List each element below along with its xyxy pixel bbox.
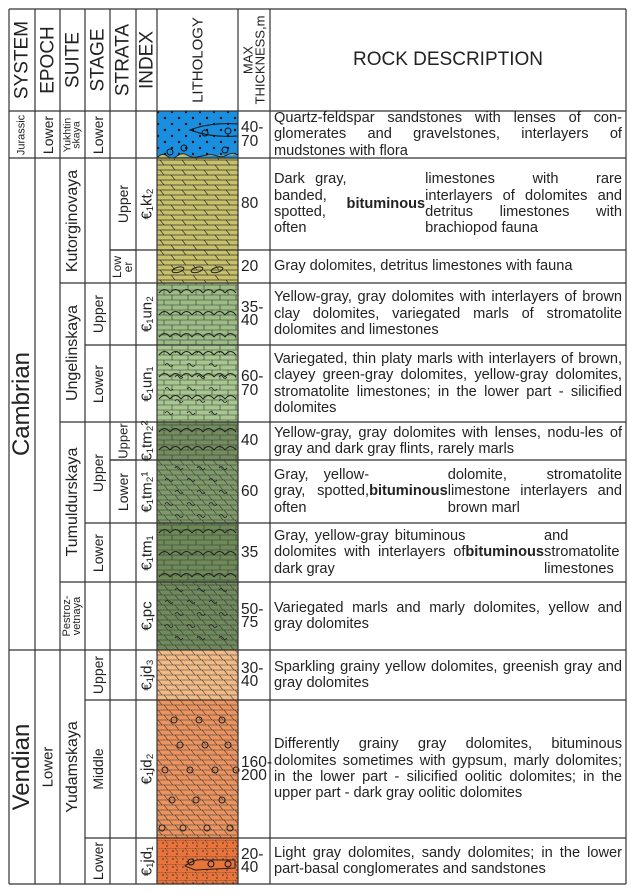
layer-description-9: Sparkling grainy yellow dolomites, greenish gray and gray dolomites [274,658,622,691]
layer-index-10: €₁jd₂ [138,753,155,785]
lithology-pattern-0 [157,111,238,158]
layer-description-6: Gray, yellow-gray, spotted, often bituminous dolomite, stromatolite limestone interlayers and brown marl [274,466,622,516]
layer-thickness-7: 35 [241,543,259,561]
layer-index-8: €₁pc [138,601,155,631]
layer-thickness-3: 35- 40 [241,298,264,329]
layer-description-1: Dark gray, banded, spotted, often bituminous limestones with rare interlayers of dolomites and detritus limestones with brachiopod fauna [274,171,622,237]
layer-description-7: Gray, yellow-gray bituminous dolomites with interlayers of dark gray bituminous and stromatolite limestones [274,527,620,577]
layer-index-4: €₁un₁ [138,365,155,402]
stage-jd-upper: Upper [89,655,106,695]
suite-yudamskaya: Yudamskaya [63,721,81,813]
layer-thickness-10: 160- 200 [241,753,273,784]
stage-un-upper: Upper [89,294,106,334]
suite-kutorginovaya: Kutorginovaya [63,169,81,272]
layer-description-10: Differently grainy gray dolomites, bituminous dolomites sometimes with gypsum, marly dolomites; in the lower part - silicified oolitic dolomites; in the upper part - dark gray oolitic dolomites [274,736,622,802]
stage-jd-middle: Middle [89,748,106,790]
header-stage: STAGE [87,28,108,92]
layer-thickness-8: 50- 75 [241,600,264,631]
layer-index-9: €₁jd₃ [138,659,155,691]
lithology-pattern-9 [157,650,238,700]
lithology-pattern-4 [157,345,238,422]
layer-thickness-0: 40- 70 [241,119,264,150]
suite-tumuldurskaya: Tumuldurskaya [63,447,81,557]
lithology-pattern-10 [157,700,238,838]
lithology-pattern-5 [157,422,238,460]
layer-thickness-5: 40 [241,432,259,450]
layer-index-5: €₁tm₂² [138,420,155,462]
lithology-pattern-2 [157,250,238,283]
layer-thickness-1: 80 [241,195,259,213]
epoch-vendian-lower: Lower [39,746,56,788]
layer-thickness-6: 60 [241,482,259,500]
header-epoch: EPOCH [37,26,58,94]
system-vendian: Vendian [8,723,35,811]
layer-description-4: Variegated, thin platy marls with interlayers of brown, clayey green-gray dolomites, yellow-gray dolomites, stromatolite limestones; in the lower part - silicified dolomites [274,350,622,416]
suite-pestrozvetnaya: Pestroz- vetnaya [60,595,83,637]
strata-kt-lower: Low er [110,255,135,278]
lithology-pattern-8 [157,582,238,650]
header-rock-description: ROCK DESCRIPTION [352,49,544,71]
layer-index-6: €₁tm₂¹ [138,471,155,512]
system-cambrian: Cambrian [8,351,35,457]
header-max-thickness: MAX THICKNESS,m [240,15,267,105]
header-suite: SUITE [62,32,83,88]
header-lithology: LITHOLOGY [189,17,206,103]
layer-thickness-2: 20 [241,257,259,275]
layer-index-1: €₁kt₂ [138,188,155,220]
strata-tm-lower: Lower [115,472,131,511]
strata-tm-upper: Upper [115,423,131,459]
layer-index-7: €₁tm₁ [138,534,155,571]
stage-yukhtin-lower: Lower [89,115,106,154]
layer-description-2: Gray dolomites, detritus limestones with fauna [274,258,573,275]
layer-index-11: €₁jd₁ [138,845,155,877]
layer-thickness-4: 60- 70 [241,368,264,399]
stage-tm-upper: Upper [89,453,106,492]
system-jurassic: Jurassic [15,114,28,155]
stage-tm-lower: Lower [89,533,106,572]
layer-description-8: Variegated marls and marly dolomites, yellow and gray dolomites [274,599,622,632]
layer-description-0: Quartz-feldspar sandstones with lenses of con-glomerates and gravelstones, interlayers of mudstones with flora [274,109,622,159]
header-strata: STRATA [112,23,134,97]
suite-ungelinskaya: Ungelinskaya [63,304,81,401]
stage-un-lower: Lower [89,364,106,403]
layer-description-5: Yellow-gray, gray dolomites with lenses, nodu-les of gray and dark gray flints, rarely marls [274,424,622,457]
layer-thickness-9: 30- 40 [241,659,264,690]
layer-description-11: Light gray dolomites, sandy dolomites; in the lower part-basal conglomerates and sandstones [274,844,622,877]
lithology-pattern-1 [157,158,238,250]
epoch-jurassic-lower: Lower [39,115,56,154]
suite-yukhtinskaya: Yukhtin skaya [61,117,83,152]
header-index: INDEX [136,30,157,90]
lithology-column [157,111,239,884]
stage-jd-lower: Lower [89,841,106,881]
layer-thickness-11: 20- 40 [241,845,264,876]
header-system: SYSTEM [11,20,33,100]
layer-index-3: €₁un₂ [138,296,155,332]
strata-kt-upper: Upper [115,184,131,224]
layer-description-3: Yellow-gray, gray dolomites with interlayers of brown clay dolomites, variegated marls of stromatolite dolomites and limestones [274,289,622,339]
